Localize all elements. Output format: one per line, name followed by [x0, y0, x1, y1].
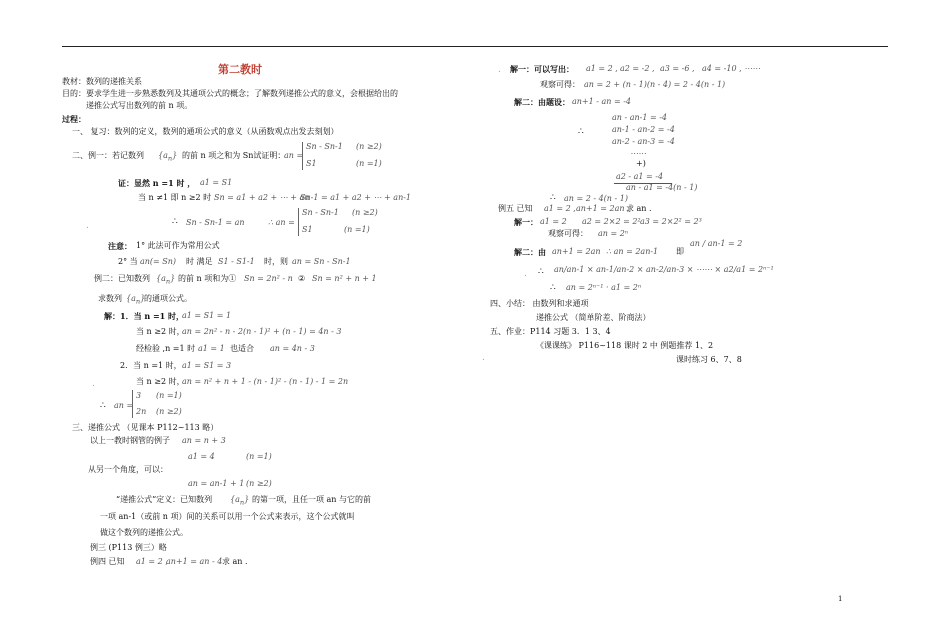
math: ∴ — [550, 283, 556, 293]
math: (n =1) — [356, 159, 382, 168]
text-line: “递推公式”定义：已知数列 — [116, 495, 213, 504]
math: a1 = 2 — [540, 217, 567, 226]
text-line: 一、 复习：数列的定义，数列的通项公式的意义（从函数观点出发去刻划） — [72, 127, 339, 136]
math: $\{a_n\}$ — [158, 151, 178, 163]
math: an = 2ⁿ — [598, 229, 629, 238]
text-line: 也适合 — [230, 344, 254, 353]
math: a1 = S1 = 1 — [182, 311, 232, 320]
text-line: 时 满足 — [186, 257, 213, 266]
math: an(= Sn) — [140, 257, 177, 266]
text-line: 的前 n 项之和为 Sn试证明： — [182, 151, 286, 160]
math: an = — [284, 151, 304, 160]
math: Sn = a1 + a2 + ⋯ + an — [214, 193, 310, 202]
text-line: 例四 已知 — [90, 557, 125, 566]
math: (n =1) — [246, 452, 272, 461]
math: an-2 - an-3 = -4 — [612, 137, 675, 146]
math: a1 = S1 — [200, 178, 233, 187]
math: an / an-1 = 2 — [690, 239, 743, 248]
math: ∴ — [538, 267, 544, 277]
math: (n =1) — [344, 225, 370, 234]
math: ∴ — [172, 217, 178, 227]
brace — [302, 142, 303, 170]
math: ∴ — [550, 193, 556, 203]
math: an = Sn - Sn-1 — [292, 257, 351, 266]
math: Sn - Sn-1 = an — [186, 218, 245, 227]
text-line: 三、递推公式 （见课本 P112~113 略） — [72, 423, 219, 432]
text-line: 目的：要求学生进一步熟悉数列及其通项公式的概念；了解数列递推公式的意义，会根据给出的 — [62, 89, 398, 98]
math: an - a1 = -4(n - 1) — [626, 183, 698, 192]
bullet-dot: . — [86, 221, 89, 231]
math: S1 — [306, 159, 317, 168]
text-line: 例二：已知数列 — [94, 274, 150, 283]
text-line: 观察可得： — [548, 229, 588, 238]
math: 2n — [136, 407, 147, 416]
text-line: 过程： — [62, 114, 86, 124]
math: a3 = 2×2² = 2³ — [640, 217, 702, 226]
math: Sn = n² + n + 1 — [312, 274, 377, 283]
text-line: 观察可得： — [540, 80, 580, 89]
math: an-1 - an-2 = -4 — [612, 125, 675, 134]
text-line: 当 n ≥2 时， — [136, 377, 185, 386]
text-line: 经检验 ,n =1 时 — [136, 344, 196, 353]
math: an = 2ⁿ⁻¹ · a1 = 2ⁿ — [566, 283, 642, 292]
page-title: 第二教时 — [218, 63, 262, 76]
math: ∴ — [578, 127, 584, 137]
math: Sn - Sn-1 — [306, 142, 343, 151]
bullet-dot: . — [482, 353, 485, 363]
text-line: 即 — [676, 247, 684, 256]
text-line: 递推公式写出数列的前 n 项。 — [86, 101, 193, 110]
math: Sn = 2n² - n — [244, 274, 293, 283]
text-line: 《课课练》 P116~118 课时 2 中 例题推荐 1、2 — [536, 341, 714, 350]
text-line: 求数列 — [98, 294, 122, 303]
math: (n ≥2) — [352, 208, 378, 217]
math: Sn - Sn-1 — [302, 208, 339, 217]
text-line: 解二：由题设： — [514, 97, 570, 107]
math: Sn-1 = a1 + a2 + ⋯ + an-1 — [300, 193, 412, 202]
math: an+1 = an - 4 — [166, 557, 223, 566]
math: an = 2 + (n - 1)(n - 4) = 2 - 4(n - 1) — [584, 80, 726, 89]
text-line: ② — [298, 274, 306, 283]
text-line: 从另一个角度，可以： — [88, 465, 168, 474]
text-line: 的第一项，且任一项 an 与它的前 — [252, 495, 372, 504]
math: a4 = -10 , ⋯⋯ — [702, 64, 761, 73]
math: S1 — [302, 225, 313, 234]
page-number: 1 — [838, 595, 843, 603]
math: an = an-1 + 1 — [188, 479, 245, 488]
math: a2 - a1 = -4 — [616, 172, 664, 181]
math: an = 2 - 4(n - 1) — [564, 194, 628, 203]
math: a1 = 2 , — [586, 64, 618, 73]
math: $\{a_n\}$ — [126, 294, 146, 306]
text-line: 的通项公式。 — [144, 294, 192, 303]
math: (n ≥2) — [246, 479, 272, 488]
math: a1 = 1 — [198, 344, 225, 353]
text-line: 解二：由 — [514, 247, 546, 257]
math: a1 = 4 — [188, 452, 215, 461]
text-line: 时，则 — [264, 257, 288, 266]
math: an/an-1 × an-1/an-2 × an-2/an-3 × ⋯⋯ × a2/a1 = 2ⁿ⁻¹ — [554, 265, 774, 274]
math: ∴ — [100, 401, 106, 411]
math: an = n + 3 — [182, 436, 226, 445]
math: a1 = 2 , — [136, 557, 168, 566]
text-line: 1° 此法可作为常用公式 — [136, 241, 220, 250]
header-rule — [62, 46, 888, 47]
text-line: 注意： — [108, 241, 132, 251]
math: (n ≥2) — [356, 142, 382, 151]
math: an+1 = 2an , — [576, 204, 630, 213]
math: an = — [114, 401, 134, 410]
math: an = 2n² - n - 2(n - 1)² + (n - 1) = 4n - 3 — [182, 327, 342, 336]
math: an - an-1 = -4 — [612, 113, 668, 122]
text-line: 四、小结： 由数列和求通项 — [490, 299, 589, 308]
text-line: 的前 n 项和为① — [178, 274, 237, 283]
text-line: 求 an . — [222, 557, 248, 566]
text-line: 当 n ≥2 时， — [136, 327, 185, 336]
math: S1 - S1-1 — [218, 257, 255, 266]
text-line: 课时练习 6、7、8 — [676, 355, 742, 364]
math: ∴ an = — [268, 218, 295, 227]
text-line: 证：显然 n =1 时 ， — [118, 178, 196, 188]
text-line: 求 an . — [626, 204, 652, 213]
math: a1 = 2 , — [544, 204, 576, 213]
text-line: 例五 已知 — [498, 204, 533, 213]
brace — [132, 390, 133, 418]
math: (n =1) — [156, 391, 182, 400]
bullet-dot: . — [92, 379, 95, 389]
math: (n ≥2) — [156, 407, 182, 416]
math: a1 = S1 = 3 — [182, 361, 232, 370]
text-line: 五、作业：P114 习题 3．1 3、4 — [490, 327, 611, 336]
math: ∴ an = 2an-1 — [606, 247, 659, 256]
brace — [298, 208, 299, 236]
math: +) — [636, 159, 646, 168]
text-line: 以上一教时钢管的例子 — [90, 436, 170, 445]
text-line: 当 n ≠1 即 n ≥2 时 — [138, 193, 212, 202]
text-line: 二、例一：若记数列 — [72, 151, 144, 160]
math: 3 — [136, 391, 142, 400]
math: $\{a_n\}$ — [230, 495, 250, 507]
text-line: 解一： — [514, 217, 538, 227]
math: an+1 - an = -4 — [572, 97, 632, 106]
text-line: 解：1．当 n =1 时， — [104, 311, 185, 321]
text-line: 教材：数列的递推关系 — [62, 77, 142, 86]
text-line: 递推公式 （简单阶差、阶商法） — [536, 313, 651, 322]
math: ⋯⋯ — [630, 149, 646, 158]
bullet-dot: . — [498, 65, 501, 75]
text-line: 做这个数列的递推公式。 — [100, 528, 188, 537]
math: an = n² + n + 1 - (n - 1)² - (n - 1) - 1 = 2n — [182, 377, 349, 386]
math: a2 = 2×2 = 2² — [582, 217, 641, 226]
text-line: 2．当 n =1 时， — [120, 361, 182, 370]
bullet-dot: . — [524, 269, 527, 279]
text-line: 解一：可以写出： — [510, 64, 574, 74]
text-line: 例三 (P113 例三）略 — [90, 543, 167, 552]
text-line: 2° 当 — [118, 257, 138, 266]
math: an = 4n - 3 — [270, 344, 315, 353]
text-line: 一项 an-1（或前 n 项）间的关系可以用一个公式来表示，这个公式就叫 — [100, 512, 355, 521]
math: a2 = -2 , — [620, 64, 655, 73]
math: an+1 = 2an — [552, 247, 601, 256]
math: $\{a_n\}$ — [156, 274, 176, 286]
math: a3 = -6 , — [660, 64, 695, 73]
